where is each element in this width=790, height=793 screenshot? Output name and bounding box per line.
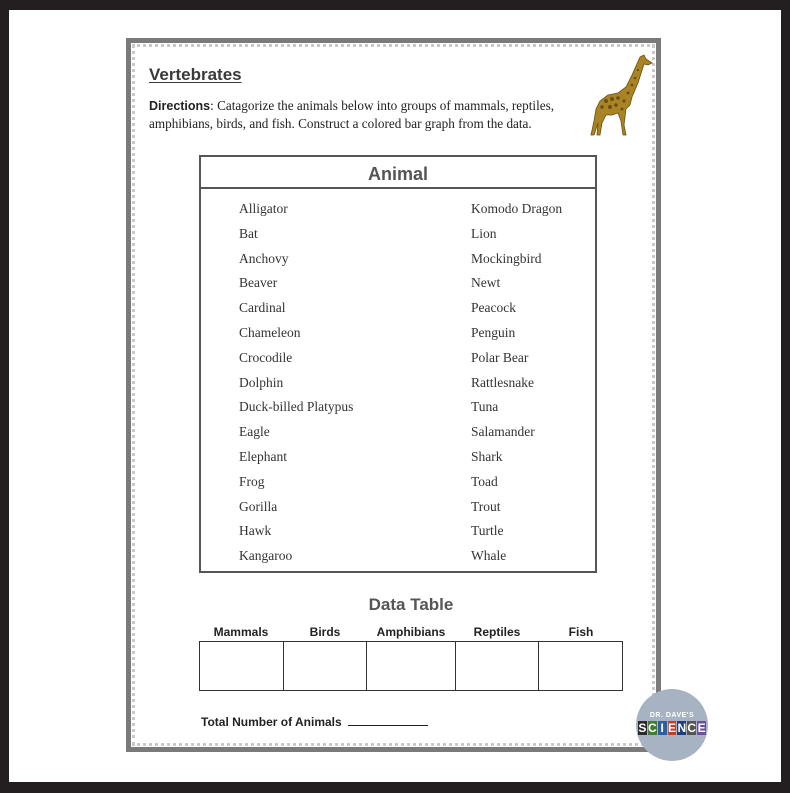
animal-table-header: Animal <box>201 157 595 189</box>
animal-item: Newt <box>471 275 501 291</box>
animal-item: Gorilla <box>239 498 278 514</box>
animal-item: Whale <box>471 548 507 564</box>
logo-letter: N <box>677 721 687 735</box>
cell-birds[interactable] <box>284 642 368 690</box>
column-header-fish: Fish <box>568 625 594 639</box>
animal-item: Salamander <box>471 424 535 440</box>
cell-fish[interactable] <box>539 642 622 690</box>
animal-item: Cardinal <box>239 300 286 316</box>
data-table-title: Data Table <box>368 595 454 614</box>
animal-item: Eagle <box>239 424 270 440</box>
animal-item: Chameleon <box>239 324 301 340</box>
logo-letter: S <box>638 721 647 735</box>
data-table-headers <box>199 625 623 641</box>
cell-reptiles[interactable] <box>456 642 540 690</box>
animal-item: Komodo Dragon <box>471 201 563 216</box>
giraffe-icon <box>586 53 656 139</box>
animal-item: Lion <box>471 225 497 241</box>
animal-item: Toad <box>471 473 498 489</box>
logo-letter: C <box>647 721 657 735</box>
logo-letter: E <box>668 721 677 735</box>
animal-item: Kangaroo <box>239 548 293 564</box>
animal-column-right <box>471 197 562 569</box>
cell-mammals[interactable] <box>200 642 284 690</box>
total-animals-blank[interactable] <box>348 714 428 726</box>
animal-item: Polar Bear <box>471 349 529 365</box>
animal-item: Peacock <box>471 300 516 316</box>
animal-item: Duck-billed Platypus <box>239 399 354 415</box>
animal-item: Turtle <box>471 523 504 539</box>
column-header-mammals: Mammals <box>213 625 269 639</box>
directions-label: Directions <box>149 99 211 113</box>
worksheet-title: Vertebrates <box>149 65 242 84</box>
cell-amphibians[interactable] <box>367 642 456 690</box>
logo-letter: I <box>658 721 667 735</box>
animal-item: Dolphin <box>239 374 284 390</box>
column-header-amphibians: Amphibians <box>376 625 446 639</box>
total-animals-label: Total Number of Animals <box>201 715 342 729</box>
animal-item: Elephant <box>239 448 287 464</box>
animal-item: Bat <box>239 225 258 241</box>
animal-item: Shark <box>471 448 503 464</box>
animal-item: Beaver <box>239 275 278 291</box>
animal-item: Anchovy <box>239 250 289 266</box>
animal-item: Rattlesnake <box>471 374 534 390</box>
animal-item: Alligator <box>239 201 288 216</box>
logo-science-word <box>638 721 706 735</box>
directions <box>149 97 579 133</box>
column-header-reptiles: Reptiles <box>473 625 521 639</box>
animal-column-left <box>239 197 353 569</box>
total-animals <box>201 714 428 729</box>
animal-item: Hawk <box>239 523 272 539</box>
animal-item: Crocodile <box>239 349 293 365</box>
logo-letter: E <box>697 721 706 735</box>
animal-item: Mockingbird <box>471 250 542 266</box>
dr-daves-science-logo <box>636 689 708 761</box>
animal-item: Trout <box>471 498 501 514</box>
animal-item: Frog <box>239 473 265 489</box>
directions-text: : Catagorize the animals below into groups of mammals, reptiles, amphibians, birds, and fish. Construct a colored bar graph from the data. <box>149 98 555 131</box>
animal-item: Penguin <box>471 324 516 340</box>
animal-list-table <box>199 155 597 573</box>
logo-letter: C <box>687 721 697 735</box>
worksheet-page <box>126 38 661 752</box>
column-header-birds: Birds <box>309 625 341 639</box>
logo-top-text: DR. DAVE'S <box>649 712 695 719</box>
animal-item: Tuna <box>471 399 499 415</box>
data-table <box>199 641 623 691</box>
